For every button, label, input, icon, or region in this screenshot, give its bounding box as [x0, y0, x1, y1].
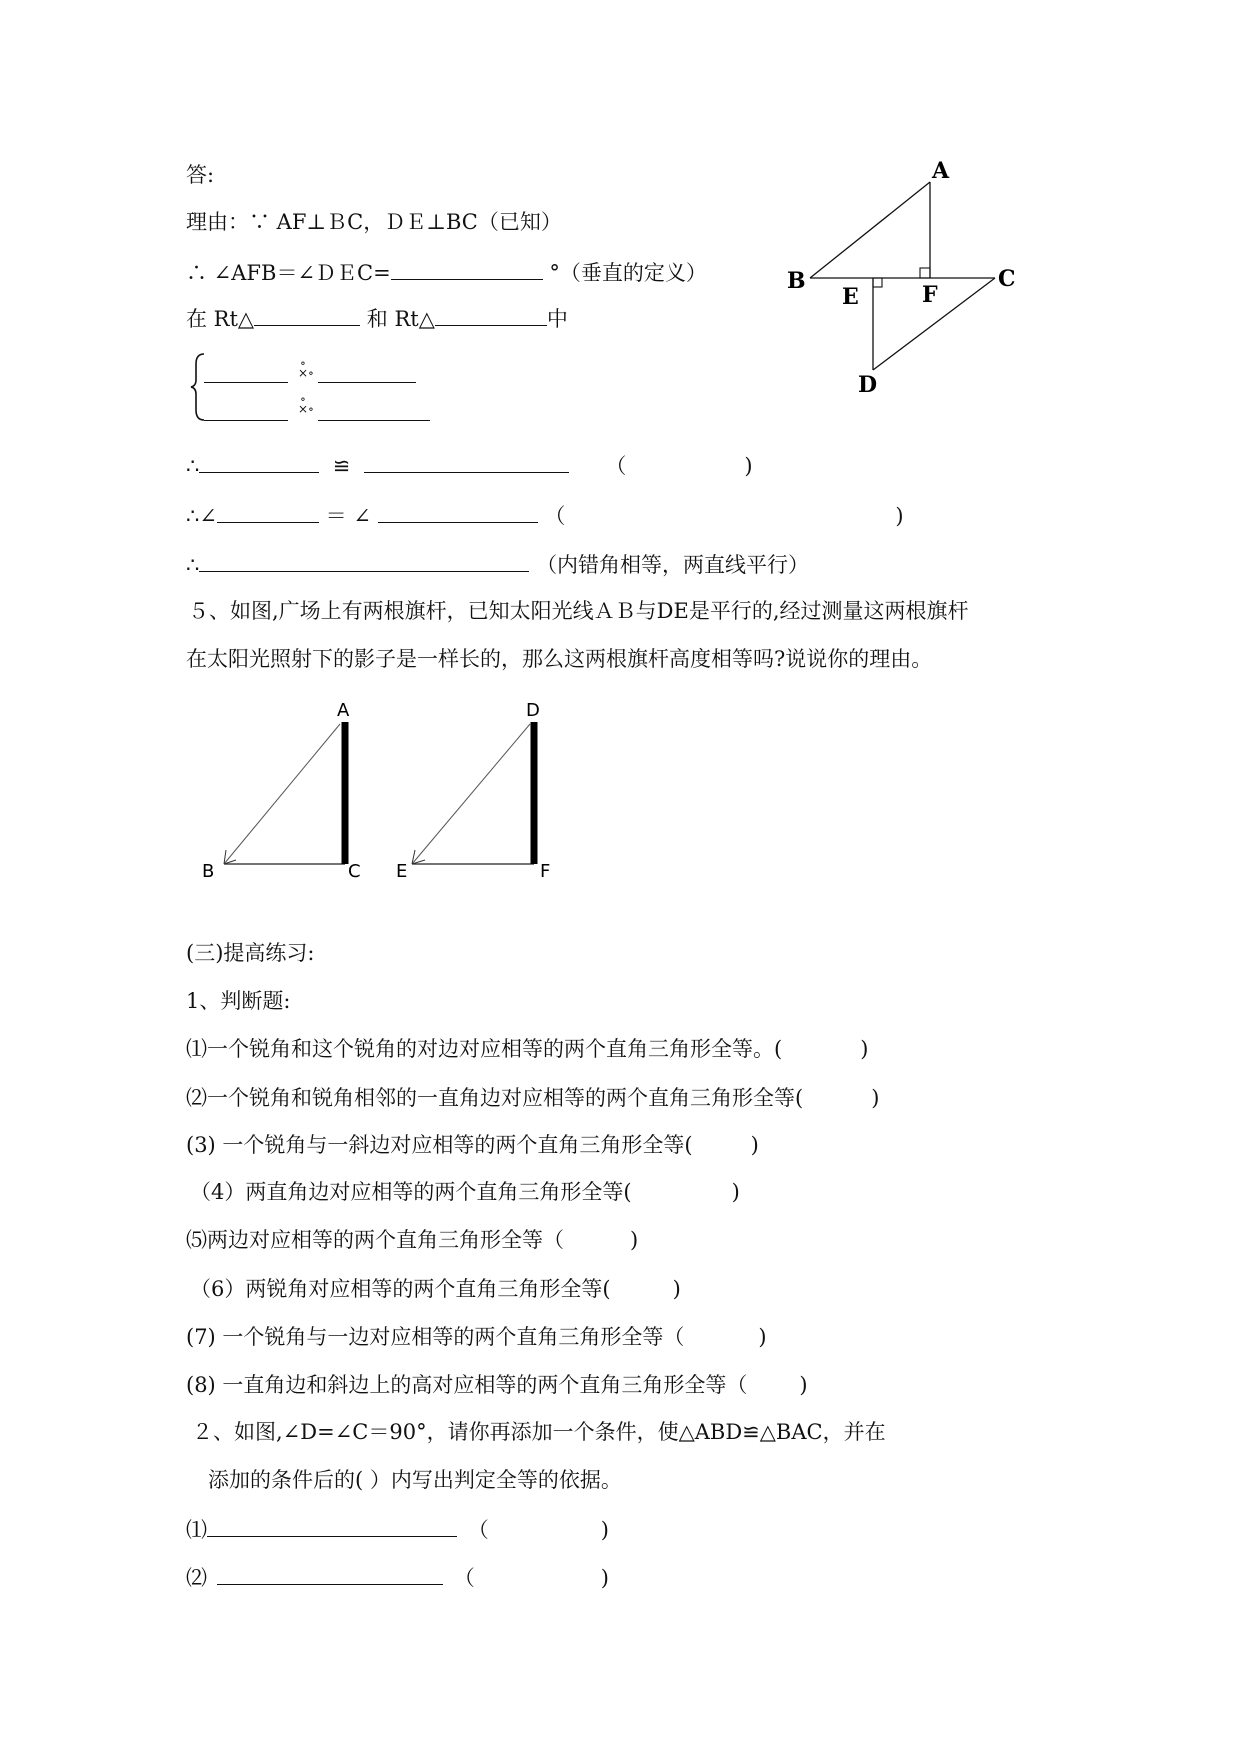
congruent-blank-2[interactable] [364, 450, 569, 473]
judge-item-5-close: ) [630, 1228, 639, 1252]
q2-line2: 添加的条件后的( ）内写出判定全等的依据。 [208, 1468, 622, 1492]
judge-item-2 [186, 1084, 879, 1112]
q1-title: 1、判断题: [186, 989, 291, 1013]
congruent-blank-1[interactable] [199, 450, 319, 473]
q2-answer-1-blank[interactable] [207, 1514, 457, 1537]
judge-item-7-close: ) [758, 1325, 767, 1349]
q2-answer-1-num: ⑴ [186, 1518, 207, 1542]
q2-answer-2-blank[interactable] [217, 1562, 443, 1585]
judge-item-4-text: （4）两直角边对应相等的两个直角三角形全等( [190, 1180, 632, 1204]
congruent-symbol: ≌ [332, 454, 351, 478]
section3-title: (三)提高练习: [186, 941, 315, 965]
brace-sep-2: ∘ [300, 392, 306, 406]
brace-blank-1b[interactable] [318, 360, 416, 383]
judge-item-1-close: ) [860, 1037, 869, 1061]
rt-suffix: 中 [546, 307, 568, 331]
judge-item-1-text: ⑴一个锐角和这个锐角的对边对应相等的两个直角三角形全等。( [186, 1037, 783, 1061]
q2-answer-2-open: （ [453, 1566, 475, 1590]
angle-blank[interactable] [391, 257, 543, 280]
label-fig2-D: D [526, 700, 540, 721]
rt-blank-2[interactable] [435, 303, 547, 326]
q2-answer-1-open: （ [467, 1518, 489, 1542]
q2-answer-1-close: ) [600, 1518, 609, 1542]
q2-answer-2-close: ) [600, 1566, 609, 1590]
brace-blank-2a[interactable] [204, 398, 288, 421]
brace-blank-1a[interactable] [204, 360, 288, 383]
rt-mid: 和 Rt△ [366, 307, 435, 331]
q2-answer-2 [186, 1562, 609, 1592]
angle-equal-line [186, 500, 904, 530]
judge-item-6-close: ) [672, 1277, 681, 1301]
judge-item-1 [186, 1035, 868, 1063]
judge-item-3 [186, 1131, 759, 1159]
label-C: C [998, 266, 1016, 292]
congruent-line [186, 450, 753, 480]
judge-item-4-close: ) [731, 1180, 740, 1204]
rt-prefix: 在 Rt△ [186, 307, 255, 331]
parallel-blank[interactable] [199, 549, 529, 572]
label-fig2-F: F [540, 861, 551, 882]
angle-line [186, 257, 707, 287]
label-B: B [787, 268, 806, 294]
judge-item-3-text: (3) 一个锐角与一斜边对应相等的两个直角三角形全等( [186, 1133, 693, 1157]
label-D: D [858, 372, 878, 398]
answer-label: 答: [186, 163, 215, 187]
angle-line-suffix: °（垂直的定义） [549, 261, 707, 285]
angle-equal-blank-1[interactable] [217, 500, 319, 523]
right-angle-mark-E [873, 278, 882, 287]
parallel-prefix: ∴ [186, 553, 200, 577]
judge-item-7 [186, 1323, 767, 1351]
figure-1-diagram [780, 160, 1040, 400]
figure-2-flagpoles [190, 700, 590, 890]
judge-item-8-text: (8) 一直角边和斜边上的高对应相等的两个直角三角形全等（ [186, 1373, 748, 1397]
q2-line1: ２、如图,∠D=∠C＝90°，请你再添加一个条件，使△ABD≌△BAC，并在 [192, 1420, 886, 1444]
rt-blank-1[interactable] [254, 303, 360, 326]
reason-line: 理由：∵ AF⊥ＢC，ＤＥ⊥BC（已知） [186, 210, 562, 234]
judge-item-4 [190, 1178, 740, 1206]
problem5-line2: 在太阳光照射下的影子是一样长的，那么这两根旗杆高度相等吗?说说你的理由。 [186, 647, 933, 671]
line-AB [810, 182, 930, 278]
label-fig2-E: E [396, 861, 408, 882]
right-angle-mark-F [920, 268, 930, 278]
label-F: F [922, 282, 938, 308]
brace-blank-2b[interactable] [318, 398, 430, 421]
congruent-open-paren: （ [605, 454, 627, 478]
label-fig2-C: C [348, 861, 361, 882]
sun-ray-AB [224, 724, 340, 864]
angle-line-prefix: ∴ ∠AFB＝∠ＤＥC= [186, 261, 391, 285]
label-fig2-B: B [202, 861, 215, 882]
judge-item-6 [190, 1275, 681, 1303]
congruent-close-paren: ) [744, 454, 753, 478]
judge-item-7-text: (7) 一个锐角与一边对应相等的两个直角三角形全等（ [186, 1325, 685, 1349]
angle-equal-open-paren: （ [544, 504, 566, 528]
label-A: A [932, 160, 950, 184]
q2-answer-1 [186, 1514, 609, 1544]
parallel-reason: （内错角相等，两直线平行） [536, 553, 810, 577]
q2-answer-2-num: ⑵ [186, 1566, 207, 1590]
angle-equal-mid: ＝ ∠ [325, 504, 371, 528]
judge-item-2-close: ) [871, 1086, 880, 1110]
judge-item-5 [186, 1226, 638, 1254]
label-fig2-A: A [337, 700, 350, 721]
brace-sep-2b: ×∘ [298, 402, 314, 416]
judge-item-2-text: ⑵一个锐角和锐角相邻的一直角边对应相等的两个直角三角形全等( [186, 1086, 804, 1110]
sun-ray-DE [412, 724, 530, 864]
judge-item-5-text: ⑸两边对应相等的两个直角三角形全等（ [186, 1228, 564, 1252]
problem5-line1: ５、如图,广场上有两根旗杆，已知太阳光线ＡＢ与DE是平行的,经过测量这两根旗杆 [188, 599, 969, 623]
angle-equal-blank-2[interactable] [378, 500, 538, 523]
brace-sep-1b: ×∘ [298, 366, 314, 380]
label-E: E [842, 284, 859, 310]
judge-item-8 [186, 1371, 808, 1399]
rt-line [186, 303, 568, 333]
parallel-line [186, 549, 809, 579]
angle-equal-prefix: ∴∠ [186, 504, 217, 528]
brace-sep-1: ∘ [300, 356, 306, 370]
congruent-prefix: ∴ [186, 454, 200, 478]
judge-item-3-close: ) [750, 1133, 759, 1157]
judge-item-6-text: （6）两锐角对应相等的两个直角三角形全等( [190, 1277, 611, 1301]
angle-equal-close-paren: ) [895, 504, 904, 528]
judge-item-8-close: ) [799, 1373, 808, 1397]
